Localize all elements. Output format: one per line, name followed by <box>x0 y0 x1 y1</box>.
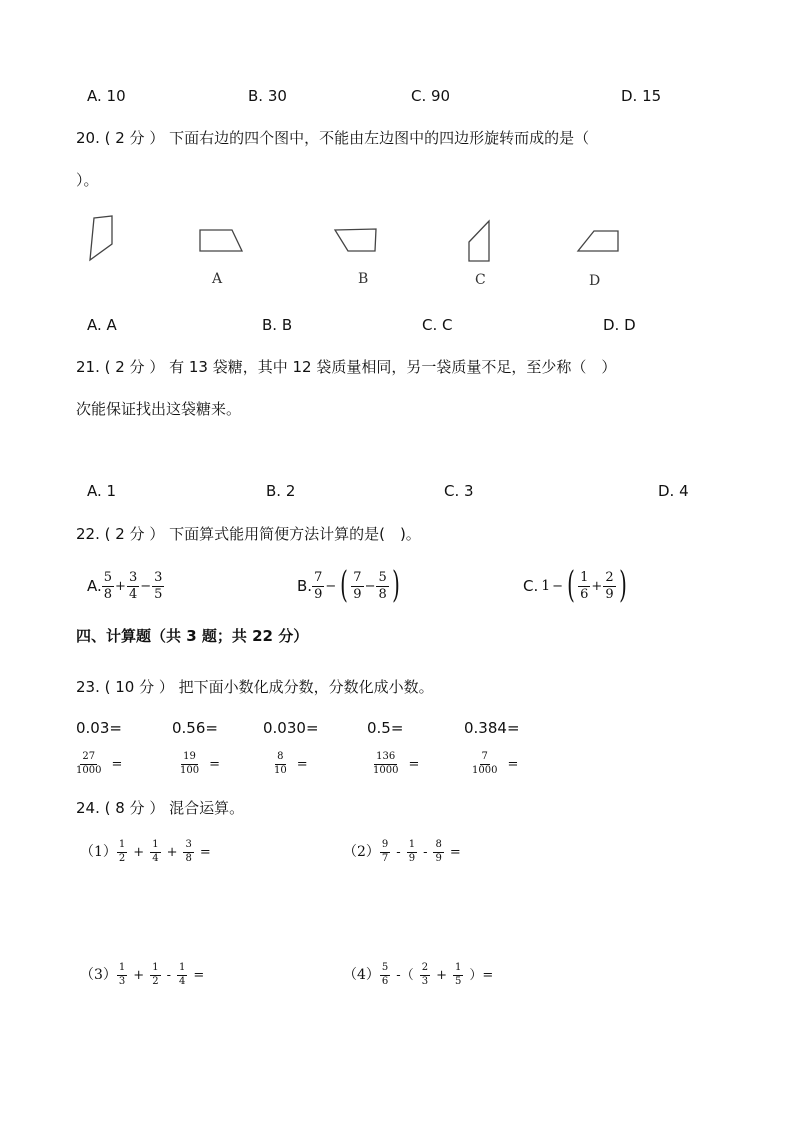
q23-fraction-2: $\frac{19}{100}$ = <box>180 751 220 776</box>
q21-option-c: C. 3 <box>444 482 474 500</box>
right-paren: ) <box>618 565 627 606</box>
right-paren: ) <box>391 565 400 606</box>
q19-option-c: C. 90 <box>411 87 451 105</box>
section-four-heading: 四、计算题（共 3 题；共 22 分） <box>76 627 309 645</box>
q24-item-4: （4） $\frac{5}{6}$ -（ $\frac{2}{3}$ + $\frac{1}{5}$ ）= <box>343 962 494 987</box>
q20-option-c: C. C <box>422 316 453 334</box>
leading-number: 1 <box>541 578 551 594</box>
q19-option-b: B. 30 <box>248 87 287 105</box>
fraction: $\frac{2}{9}$ <box>605 569 614 602</box>
q22-option-a-label: A. <box>87 576 102 595</box>
q24-item-3: （3） $\frac{1}{3}$ + $\frac{1}{2}$ - $\frac{1}{4}$ = <box>80 962 205 987</box>
q22-option-c-label: C. <box>523 576 539 595</box>
q21-option-a: A. 1 <box>87 482 117 500</box>
fraction: $\frac{7}{9}$ <box>353 569 362 602</box>
q23-decimal-1: 0.03= <box>76 719 122 737</box>
q20-figure-label-c: C <box>475 272 486 288</box>
q20-original-quadrilateral <box>90 216 112 260</box>
q21-option-b: B. 2 <box>266 482 296 500</box>
q24-stem: 24. ( 8 分 ） 混合运算。 <box>76 799 245 817</box>
fraction: $\frac{5}{8}$ <box>378 569 387 602</box>
q20-figure-d <box>578 231 618 251</box>
q20-option-d: D. D <box>603 316 636 334</box>
q23-decimal-4: 0.5= <box>367 719 404 737</box>
fraction: $\frac{3}{5}$ <box>154 569 163 602</box>
q23-fraction-3: $\frac{8}{10}$ = <box>274 751 308 776</box>
left-paren: ( <box>567 565 575 606</box>
q24-item-1: （1） $\frac{1}{2}$ + $\frac{1}{4}$ + $\frac{3}{8}$ = <box>80 839 211 864</box>
q22-stem: 22. ( 2 分 ） 下面算式能用简便方法计算的是( )。 <box>76 525 421 543</box>
q19-option-d: D. 15 <box>621 87 662 105</box>
q20-figure-label-b: B <box>358 271 369 287</box>
q22-option-b <box>297 564 403 608</box>
q23-fraction-1: $\frac{27}{1000}$ = <box>76 751 123 776</box>
q20-figure-a <box>200 230 242 251</box>
q23-fraction-5: $\frac{7}{1000}$ = <box>472 751 519 776</box>
operator: − <box>364 578 376 594</box>
fraction: $\frac{7}{9}$ <box>314 569 323 602</box>
q20-option-b: B. B <box>262 316 293 334</box>
operator: + <box>591 578 603 594</box>
q23-decimal-2: 0.56= <box>172 719 218 737</box>
q20-option-a: A. A <box>87 316 117 334</box>
fraction: $\frac{3}{4}$ <box>128 569 138 602</box>
q20-figure-c <box>469 221 489 261</box>
operator: − <box>552 578 564 594</box>
operator: − <box>140 578 152 594</box>
fraction: $\frac{1}{6}$ <box>580 569 589 602</box>
q21-stem-line2: 次能保证找出这袋糖来。 <box>76 400 242 418</box>
q20-figure-label-d: D <box>589 273 601 289</box>
q22-option-a <box>87 564 164 608</box>
q23-stem: 23. ( 10 分 ） 把下面小数化成分数，分数化成小数。 <box>76 678 434 696</box>
q23-decimal-3: 0.030= <box>263 719 319 737</box>
q20-figure-b <box>335 229 376 251</box>
left-paren: ( <box>340 565 349 606</box>
q21-stem-line1: 21. ( 2 分 ） 有 13 袋糖，其中 12 袋质量相同，另一袋质量不足，至少称（ ） <box>76 358 617 376</box>
q20-figure-label-a: A <box>212 271 223 287</box>
q19-option-a: A. 10 <box>87 87 126 105</box>
q20-stem-line1: 20. ( 2 分 ） 下面右边的四个图中，不能由左边图中的四边形旋转而成的是（ <box>76 129 590 147</box>
q23-decimal-5: 0.384= <box>464 719 520 737</box>
q22-option-c <box>523 564 630 608</box>
fraction: $\frac{5}{8}$ <box>103 569 113 602</box>
q22-option-b-label: B. <box>297 576 313 595</box>
q24-item-2: （2） $\frac{9}{7}$ - $\frac{1}{9}$ - $\frac{8}{9}$ = <box>343 839 461 864</box>
q21-option-d: D. 4 <box>658 482 689 500</box>
q23-fraction-4: $\frac{136}{1000}$ = <box>373 751 420 776</box>
operator: + <box>115 578 126 594</box>
q20-stem-line2: ）。 <box>76 171 99 189</box>
operator: − <box>325 578 337 594</box>
